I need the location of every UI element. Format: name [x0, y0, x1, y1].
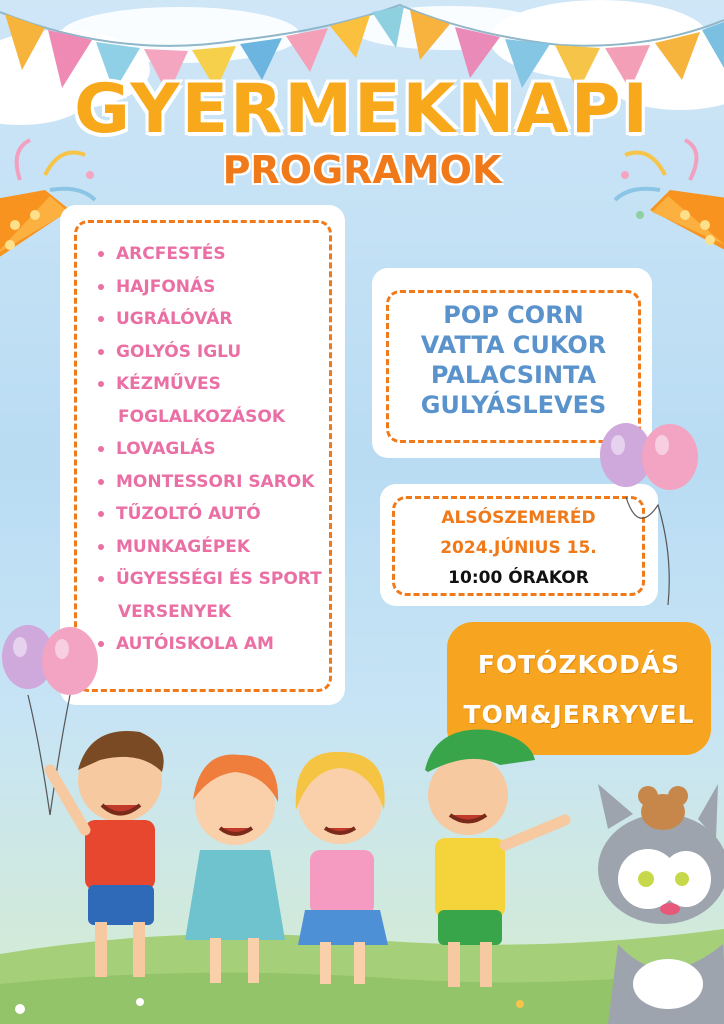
list-item	[98, 303, 348, 336]
list-item	[98, 401, 348, 434]
program-label: ÜGYESSÉGI ÉS SPORT	[116, 569, 322, 589]
program-label: AUTÓISKOLA AM	[116, 634, 274, 654]
list-item	[98, 563, 348, 596]
event-date: 2024.JÚNIUS 15.	[440, 538, 597, 558]
list-item	[98, 238, 348, 271]
list-item	[98, 368, 348, 401]
program-label: GOLYÓS IGLU	[116, 341, 242, 362]
photo-line-1: FOTÓZKODÁS	[477, 650, 681, 679]
program-label: LOVAGLÁS	[116, 439, 216, 459]
event-place: ALSÓSZEMERÉD	[441, 508, 596, 528]
list-item	[98, 531, 348, 564]
list-item	[98, 433, 348, 466]
program-label: VERSENYEK	[118, 601, 232, 622]
page-title: GYERMEKNAPI	[74, 70, 650, 149]
food-list	[386, 300, 641, 420]
program-list	[98, 238, 348, 661]
tom-and-jerry-illustration	[578, 784, 724, 1024]
list-item	[98, 336, 348, 369]
program-label: TŰZOLTÓ AUTÓ	[116, 504, 261, 524]
page-subtitle: PROGRAMOK	[222, 148, 502, 192]
children-illustration	[30, 710, 590, 1010]
list-item	[98, 271, 348, 304]
program-label: KÉZMŰVES	[116, 374, 221, 394]
list-item	[98, 466, 348, 499]
event-time: 10:00 ÓRAKOR	[448, 568, 589, 588]
list-item	[98, 498, 348, 531]
balloon-icon	[598, 415, 708, 605]
program-label: MUNKAGÉPEK	[116, 536, 251, 557]
list-item	[98, 628, 348, 661]
program-label: HAJFONÁS	[116, 276, 216, 297]
food-item: GULYÁSLEVES	[420, 391, 607, 419]
program-label: MONTESSORI SAROK	[116, 471, 315, 492]
photo-line-2: TOM&JERRYVEL	[463, 700, 695, 729]
program-label: UGRÁLÓVÁR	[116, 309, 233, 329]
list-item	[98, 596, 348, 629]
food-item: VATTA CUKOR	[420, 331, 607, 359]
program-label: ARCFESTÉS	[116, 244, 226, 264]
program-label: FOGLALKOZÁSOK	[118, 406, 286, 427]
food-item: PALACSINTA	[430, 361, 597, 389]
food-item: POP CORN	[443, 301, 584, 329]
